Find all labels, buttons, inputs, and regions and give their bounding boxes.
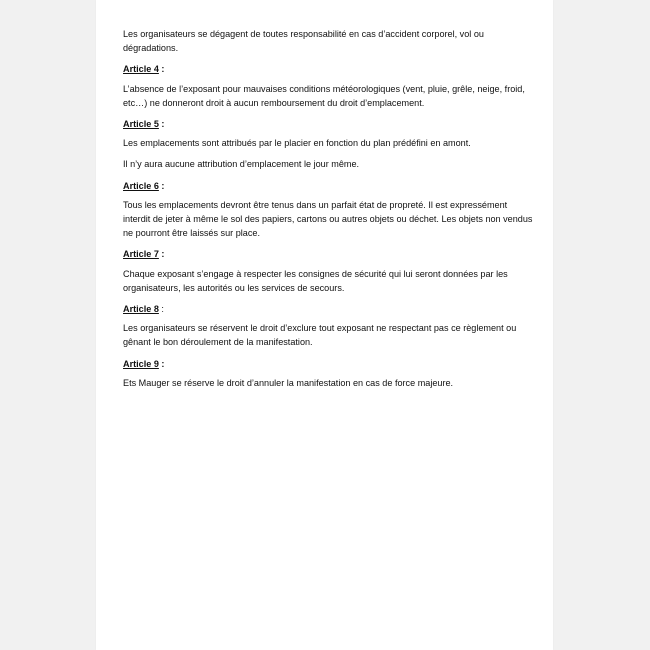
document-body xyxy=(123,27,533,397)
article-8 xyxy=(123,302,533,350)
article-title-suffix: : xyxy=(158,304,164,315)
article-title: Article 6 xyxy=(123,180,159,191)
article-title: Article 9 xyxy=(123,358,159,369)
article-heading xyxy=(123,179,533,193)
article-4 xyxy=(123,62,533,110)
article-title: Article 5 xyxy=(123,119,159,130)
article-9 xyxy=(123,357,533,390)
article-paragraph: L’absence de l’exposant pour mauvaises conditions météorologiques (vent, pluie, grêle, neige, froid, etc…) ne donneront droit à aucun remboursement du droit d’emplacement. xyxy=(123,83,525,108)
article-paragraph: Ets Mauger se réserve le droit d’annuler la manifestation en cas de force majeure. xyxy=(123,377,454,388)
article-paragraph: Il n’y aura aucune attribution d’emplacement le jour même. xyxy=(123,159,360,170)
article-6 xyxy=(123,179,533,241)
article-heading xyxy=(123,302,533,316)
article-heading xyxy=(123,357,533,371)
article-title-suffix: : xyxy=(158,64,165,75)
article-title: Article 4 xyxy=(123,64,159,75)
document-page xyxy=(96,0,553,650)
article-title-suffix: : xyxy=(158,119,165,130)
article-paragraph: Les emplacements sont attribués par le placier en fonction du plan prédéfini en amont. xyxy=(123,138,471,149)
article-7 xyxy=(123,247,533,295)
article-heading xyxy=(123,247,533,261)
article-title: Article 8 xyxy=(123,304,159,315)
article-5 xyxy=(123,117,533,172)
article-paragraph: Tous les emplacements devront être tenus dans un parfait état de propreté. Il est expressément interdit de jeter à même le sol des papiers, cartons ou autres objets ou déchet. Les objets non vendus ne pourront être laissés sur place. xyxy=(123,199,533,239)
intro-paragraph: Les organisateurs se dégagent de toutes responsabilité en cas d’accident corporel, vol ou dégradations. xyxy=(123,29,484,54)
article-heading xyxy=(123,62,533,76)
article-heading xyxy=(123,117,533,131)
article-paragraph: Les organisateurs se réservent le droit d’exclure tout exposant ne respectant pas ce règlement ou gênant le bon déroulement de la manifestation. xyxy=(123,323,517,348)
article-title-suffix: : xyxy=(158,180,165,191)
article-title: Article 7 xyxy=(123,249,159,260)
article-paragraph: Chaque exposant s’engage à respecter les consignes de sécurité qui lui seront données par les organisateurs, les autorités ou les services de secours. xyxy=(123,268,508,293)
article-title-suffix: : xyxy=(158,249,165,260)
article-title-suffix: : xyxy=(158,358,165,369)
